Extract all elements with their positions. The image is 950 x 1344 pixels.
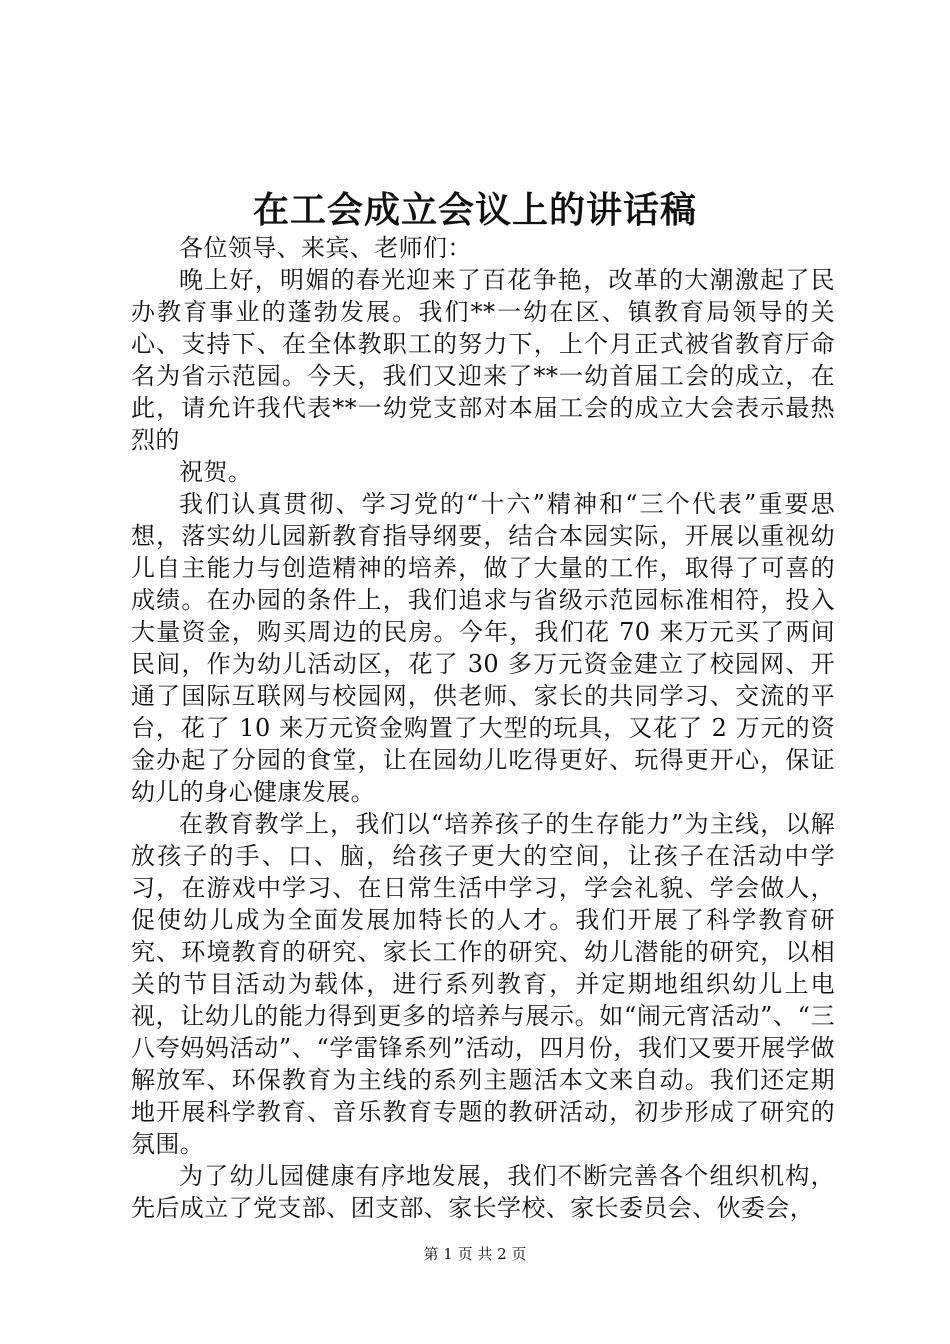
document-title: 在工会成立会议上的讲话稿	[252, 189, 697, 231]
paragraph-opening: 晚上好，明媚的春光迎来了百花争艳，改革的大潮激起了民办教育事业的蓬勃发展。我们**一幼在区、镇教育局领导的关心、支持下、在全体教职工的努力下，上个月正式被省教育厅命名为省示范园。今天，我们又迎来了**一幼首届工会的成立，在此，请允许我代表**一幼党支部对本届工会的成立大会表示最热烈的	[131, 266, 835, 454]
paragraph-organization: 为了幼儿园健康有序地发展，我们不断完善各个组织机构，先后成立了党支部、团支部、家长学校、家长委员会、伙委会，	[131, 1162, 835, 1222]
page-number-footer: 第 1 页 共 2 页	[423, 1245, 527, 1263]
paragraph-congratulations: 祝贺。	[179, 458, 253, 486]
paragraph-facilities: 我们认真贯彻、学习党的“十六”精神和“三个代表”重要思想，落实幼儿园新教育指导纲要，结合本园实际，开展以重视幼儿自主能力与创造精神的培养，做了大量的工作，取得了可喜的成绩。在办园的条件上，我们追求与省级示范园标准相符，投入大量资金，购买周边的民房。今年，我们花 70 来万元买了两间民间，作为幼儿活动区，花了 30 多万元资金建立了校园网、开通了国际互联网与校园网，供老师、家长的共同学习、交流的平台，花了 10 来万元资金购置了大型的玩具，又花了 2 万元的资金办起了分园的食堂，让在园幼儿吃得更好、玩得更开心，保证幼儿的身心健康发展。	[131, 490, 835, 806]
paragraph-teaching: 在教育教学上，我们以“培养孩子的生存能力”为主线，以解放孩子的手、口、脑，给孩子更大的空间，让孩子在活动中学习，在游戏中学习、在日常生活中学习，学会礼貌、学会做人，促使幼儿成为全面发展加特长的人才。我们开展了科学教育研究、环境教育的研究、家长工作的研究、幼儿潜能的研究，以相关的节目活动为载体，进行系列教育，并定期地组织幼儿上电视，让幼儿的能力得到更多的培养与展示。如“闹元宵活动”、“三八夸妈妈活动”、“学雷锋系列”活动，四月份，我们又要开展学做解放军、环保教育为主线的系列主题活本文来自动。我们还定期地开展科学教育、音乐教育专题的教研活动，初步形成了研究的氛围。	[131, 810, 835, 1158]
document-body	[131, 232, 835, 1224]
paragraph-greeting: 各位领导、来宾、老师们：	[179, 234, 472, 262]
